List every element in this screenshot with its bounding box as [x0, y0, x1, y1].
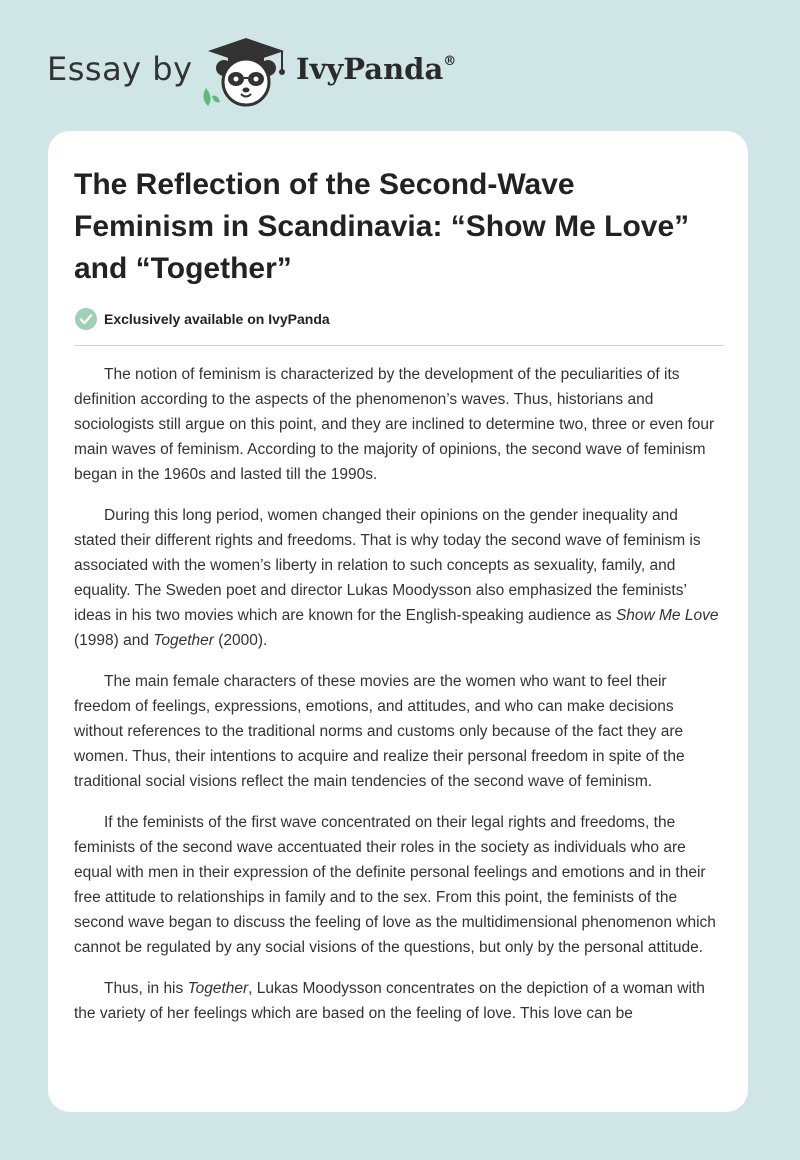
brand-text: IvyPanda [296, 52, 444, 86]
paragraph-2 [74, 503, 724, 653]
essay-title: The Reflection of the Second-Wave Feminism in Scandinavia: “Show Me Love” and “Together” [74, 168, 690, 285]
brand-name[interactable] [296, 52, 456, 86]
essay-by-label: Essay by [47, 50, 193, 88]
paragraph-3: The main female characters of these movies are the women who want to feel their freedom of feelings, expressions, emotions, and attitudes, and who can make decisions without references to the traditional norms and customs only because of the fact they are women. Thus, their intentions to acquire and realize their personal freedom in spite of the traditional social visions reflect the main tendencies of the second wave of feminism. [74, 673, 685, 790]
paragraph-2-part-3: (2000). [213, 632, 268, 649]
movie-title-together: Together [153, 632, 214, 649]
paragraph-5-part-2: , Lukas Moodysson concentrates on the depiction of a woman with the variety of her feelings which are based on the feeling of love. This love can be [74, 980, 705, 1022]
paragraph-5-part-1: Thus, in his [104, 980, 188, 997]
paragraph-4: If the feminists of the first wave concentrated on their legal rights and freedoms, the feminists of the second wave accentuated their roles in the society as individuals who are equal with men in their expression of the definite personal feelings and emotions and in their free attitude to relationships in family and to the sex. From this point, the feminists of the second wave began to discuss the feeling of love as the multidimensional phenomenon which cannot be regulated by any social visions of the questions, but only by the personal attitude. [74, 814, 716, 956]
paragraph-2-part-1: During this long period, women changed their opinions on the gender inequality and stated their different rights and freedoms. That is why today the second wave of feminism is associated with the women’s liberty in relation to such concepts as sexuality, family, and equality. The Sweden poet and director Lukas Moodysson also emphasized the feminists’ ideas in his two movies which are known for the English-speaking audience as [74, 507, 701, 624]
movie-title-show-me-love: Show Me Love [615, 607, 719, 624]
divider [74, 345, 724, 346]
availability-badge [74, 307, 330, 331]
paragraph-1: The notion of feminism is characterized by the development of the peculiarities of its definition according to the aspects of the phenomenon’s waves. Thus, historians and sociologists still argue on this point, and they are inclined to determine two, three or even four main waves of feminism. According to the majority of opinions, the second wave of feminism began in the 1960s and lasted till the 1990s. [74, 366, 715, 483]
check-circle-icon [74, 307, 98, 331]
registered-mark: ® [443, 54, 457, 69]
essay-body [74, 362, 724, 1042]
essay-card [48, 131, 748, 1112]
site-header [0, 0, 800, 130]
badge-text: Exclusively available on IvyPanda [104, 311, 330, 327]
movie-title-together-2: Together [187, 980, 249, 997]
paragraph-2-part-2: (1998) and [74, 632, 154, 649]
paragraph-5 [74, 976, 724, 1026]
panda-logo-icon[interactable] [198, 36, 294, 108]
